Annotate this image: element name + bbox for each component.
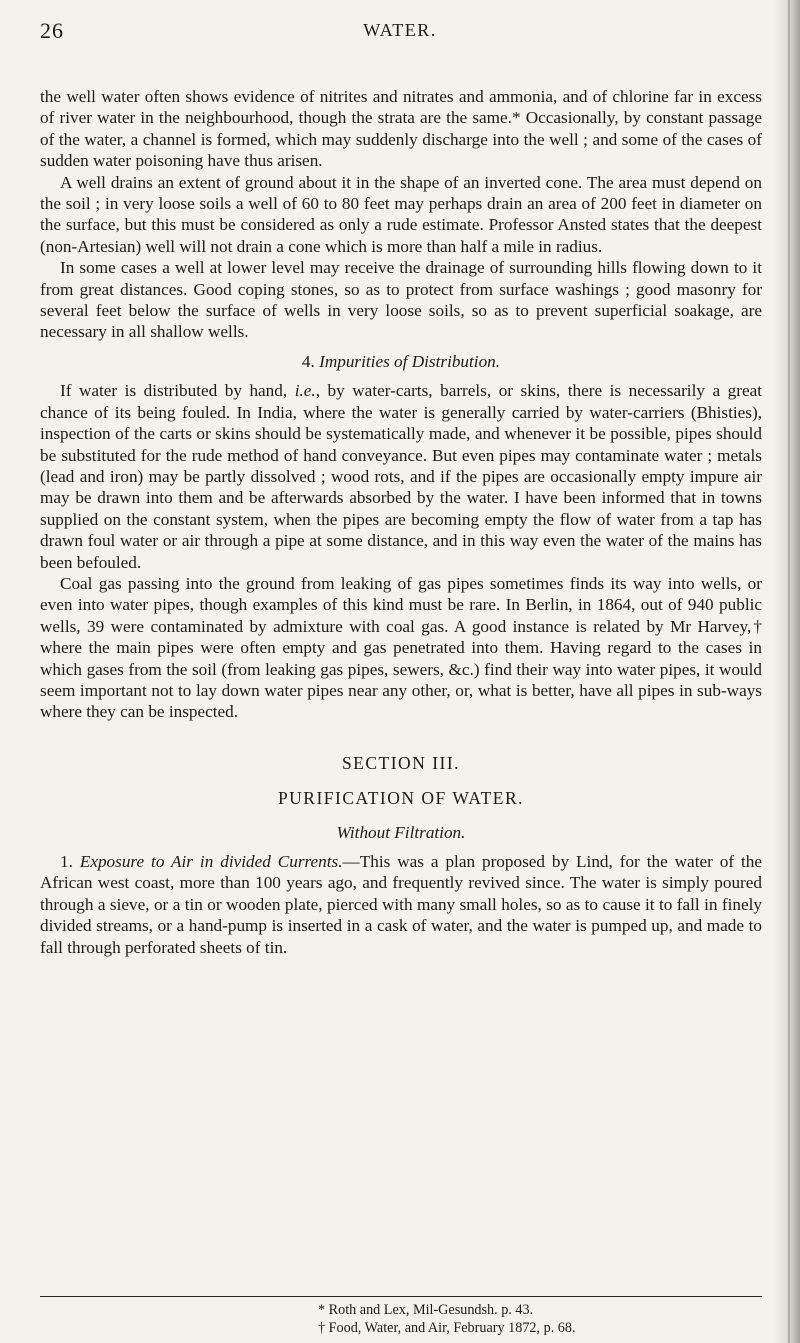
body-text bbox=[40, 86, 762, 958]
footnotes bbox=[40, 1302, 762, 1337]
footnote-1: * Roth and Lex, Mil-Gesundsh. p. 43. bbox=[318, 1302, 534, 1318]
item-1-title: Exposure to Air in divided Currents. bbox=[79, 852, 343, 871]
paragraph-2: A well drains an extent of ground about it in the shape of an inverted cone. The area must depend on the soil ; in very loose soils a well of 60 to 80 feet may perhaps drain an area of 200 feet in diameter on the surface, but this must be considered as only a rude estimate. Professor Ansted states that the deepest (non-Artesian) well will not drain a cone which is more than half a mile in radius. bbox=[40, 172, 762, 256]
paragraph-5: Coal gas passing into the ground from leaking of gas pipes sometimes finds its way into wells, or even into water pipes, though examples of this kind must be rare. In Berlin, in 1864, out of 940 public wells, 39 were contaminated by admixture with coal gas. A good instance is related by Mr Harvey,† where the main pipes were often empty and gas penetrated into them. Having regard to the cases in which gases from the soil (from leaking gas pipes, sewers, &c.) find their way into water pipes, it would seem important not to lay down water pipes near any other, or, what is better, have all pipes in sub-ways where they can be inspected. bbox=[40, 573, 762, 722]
page-edge-line bbox=[788, 0, 790, 1343]
subheading-number: 4. bbox=[301, 351, 315, 371]
paragraph-4-ie: i.e. bbox=[294, 381, 316, 401]
subheading-title: Impurities of Distribution. bbox=[319, 351, 501, 371]
page-edge-shadow bbox=[774, 0, 800, 1343]
section-subtitle: PURIFICATION OF WATER. bbox=[277, 788, 525, 809]
paragraph-4 bbox=[40, 380, 762, 573]
item-1-number: 1. bbox=[60, 852, 73, 871]
page-header bbox=[40, 18, 760, 48]
paragraph-3: In some cases a well at lower level may receive the drainage of surrounding hills flowing down to it from great distances. Good coping stones, so as to protect from surface washings ; good masonry for several feet below the surface of wells in very loose soils, so as to prevent superficial soakage, are necessary in all shallow wells. bbox=[40, 258, 762, 342]
running-head: WATER. bbox=[363, 20, 437, 40]
footnote-rule bbox=[40, 1296, 762, 1297]
footnote-2: † Food, Water, and Air, February 1872, p. 68. bbox=[318, 1319, 576, 1336]
section-item-1 bbox=[40, 851, 762, 958]
paragraph-1: the well water often shows evidence of nitrites and nitrates and ammonia, and of chlorine far in excess of river water in the neighbourhood, though the strata are the same.* Occasionally, by constant passage of the water, a channel is formed, which may suddenly discharge into the well ; and some of the cases of sudden water poisoning have thus arisen. bbox=[40, 87, 762, 171]
item-1-text: —This was a plan proposed by Lind, for the water of the African west coast, more than 100 years ago, and frequently revived since. The water is simply poured through a sieve, or a tin or wooden plate, pierced with many small holes, so as to cause it to fall in finely divided streams, or a hand-pump is inserted in a cask of water, and the water is pumped up, and made to fall through perforated sheets of tin. bbox=[40, 852, 762, 957]
paragraph-4-start: If water is distributed by hand, bbox=[60, 381, 288, 401]
section-title: SECTION III. bbox=[341, 752, 461, 773]
section-subsubtitle: Without Filtration. bbox=[336, 822, 466, 842]
paragraph-4-rest: , by water-carts, barrels, or skins, there is necessarily a great chance of its being fouled. In India, where the water is generally carried by water-carriers (Bhisties), inspection of the carts or skins should be systematically made, and whenever it be possible, pipes should be substituted for the rude method of hand conveyance. But even pipes may contaminate water ; metals (lead and iron) may be partly dissolved ; wood rots, and if the pipes are occasionally empty impure air may be drawn into them and be afterwards absorbed by the water. I have been informed that in towns supplied on the constant system, when the pipes are becoming empty the flow of water from a tap has drawn foul water or air through a pipe at some distance, and in this way even the water of the mains has been befouled. bbox=[40, 381, 763, 572]
page-number: 26 bbox=[40, 18, 64, 43]
subheading-impurities bbox=[40, 351, 762, 372]
